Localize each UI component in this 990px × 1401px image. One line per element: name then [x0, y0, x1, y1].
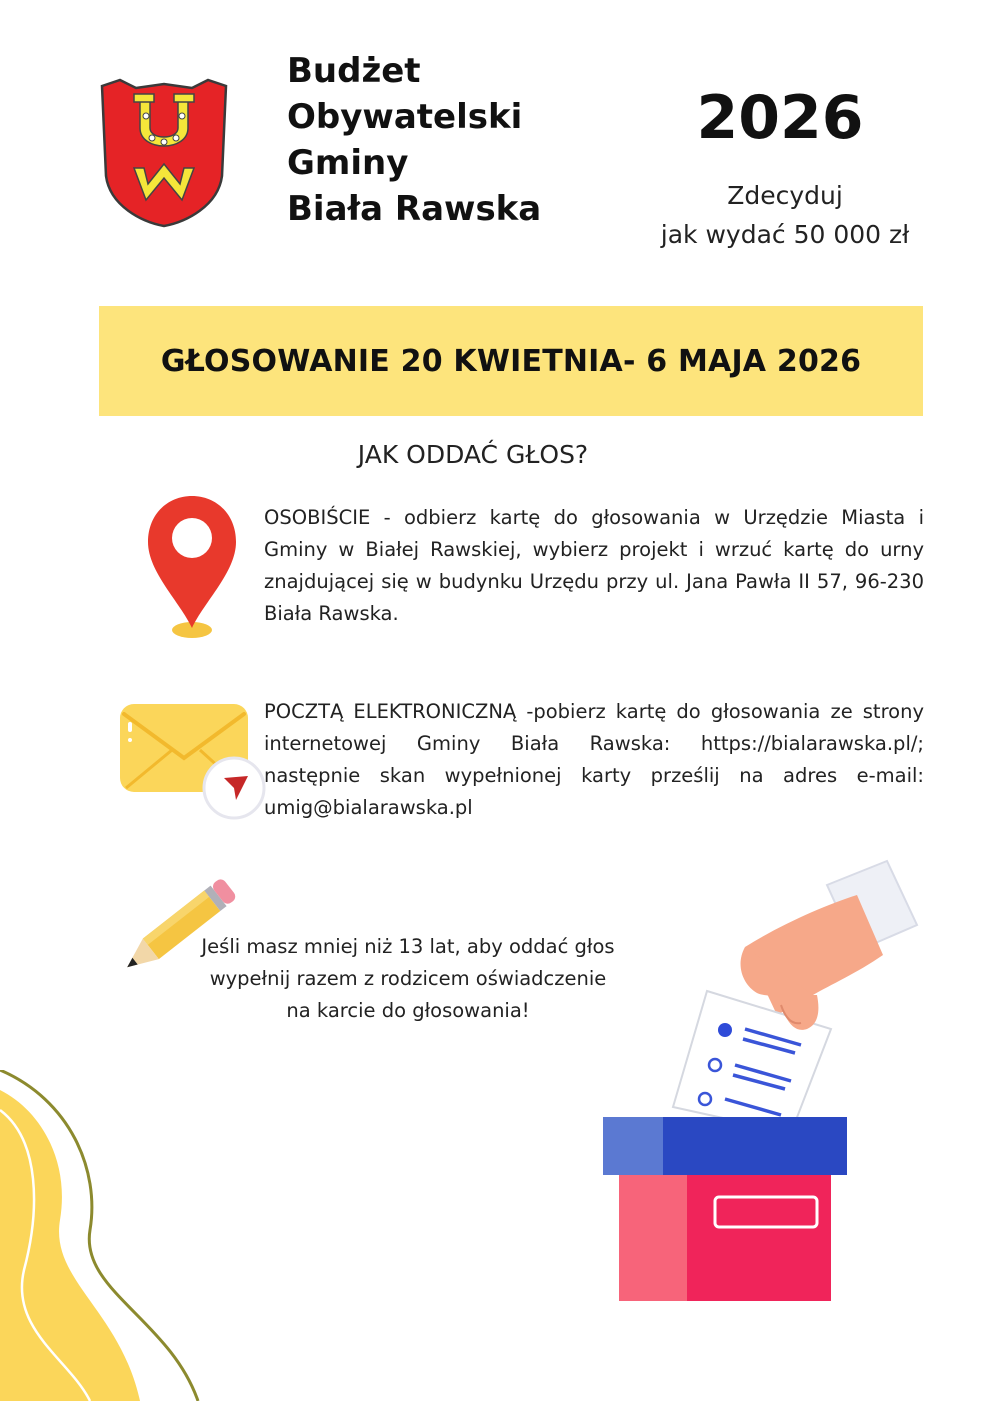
tagline-line: Zdecyduj — [727, 181, 843, 210]
year-heading: 2026 — [696, 83, 864, 153]
how-to-vote-heading: JAK ODDAĆ GŁOS? — [357, 440, 589, 469]
page-title — [287, 48, 617, 232]
envelope-send-icon — [116, 696, 266, 821]
tagline — [640, 176, 930, 254]
title-line: Obywatelski — [287, 97, 523, 137]
method-in-person-text: OSOBIŚCIE - odbierz kartę do głosowania w Urzędzie Miasta i Gminy w Białej Rawskiej, wybierz projekt i wrzuć kartę do urny znajdującej się w budynku Urzędu przy ul. Jana Pawła II 57, 96-230 Biała Rawska. — [264, 506, 924, 625]
under-13-note: Jeśli masz mniej niż 13 lat, aby oddać głos wypełnij razem z rodzicem oświadczenie na karcie do głosowania! — [201, 935, 615, 1022]
location-pin-icon — [140, 490, 250, 645]
title-line: Biała Rawska — [287, 189, 542, 229]
decorative-wave-icon — [0, 1070, 250, 1401]
voting-dates-banner — [99, 306, 923, 416]
title-line: Gminy — [287, 143, 409, 183]
title-line: Budżet — [287, 51, 421, 91]
tagline-line: jak wydać 50 000 zł — [660, 220, 910, 249]
coat-of-arms-icon — [96, 76, 232, 228]
method-email-text: POCZTĄ ELEKTRONICZNĄ -pobierz kartę do głosowania ze strony internetowej Gminy Biała Rawska: https://bialarawska.pl/; następnie skan wypełnionej karty prześlij na adres e-mail: umig@bialarawska.pl — [264, 700, 924, 819]
voting-dates-text: GŁOSOWANIE 20 KWIETNIA- 6 MAJA 2026 — [160, 343, 862, 379]
ballot-box-icon — [595, 855, 925, 1305]
